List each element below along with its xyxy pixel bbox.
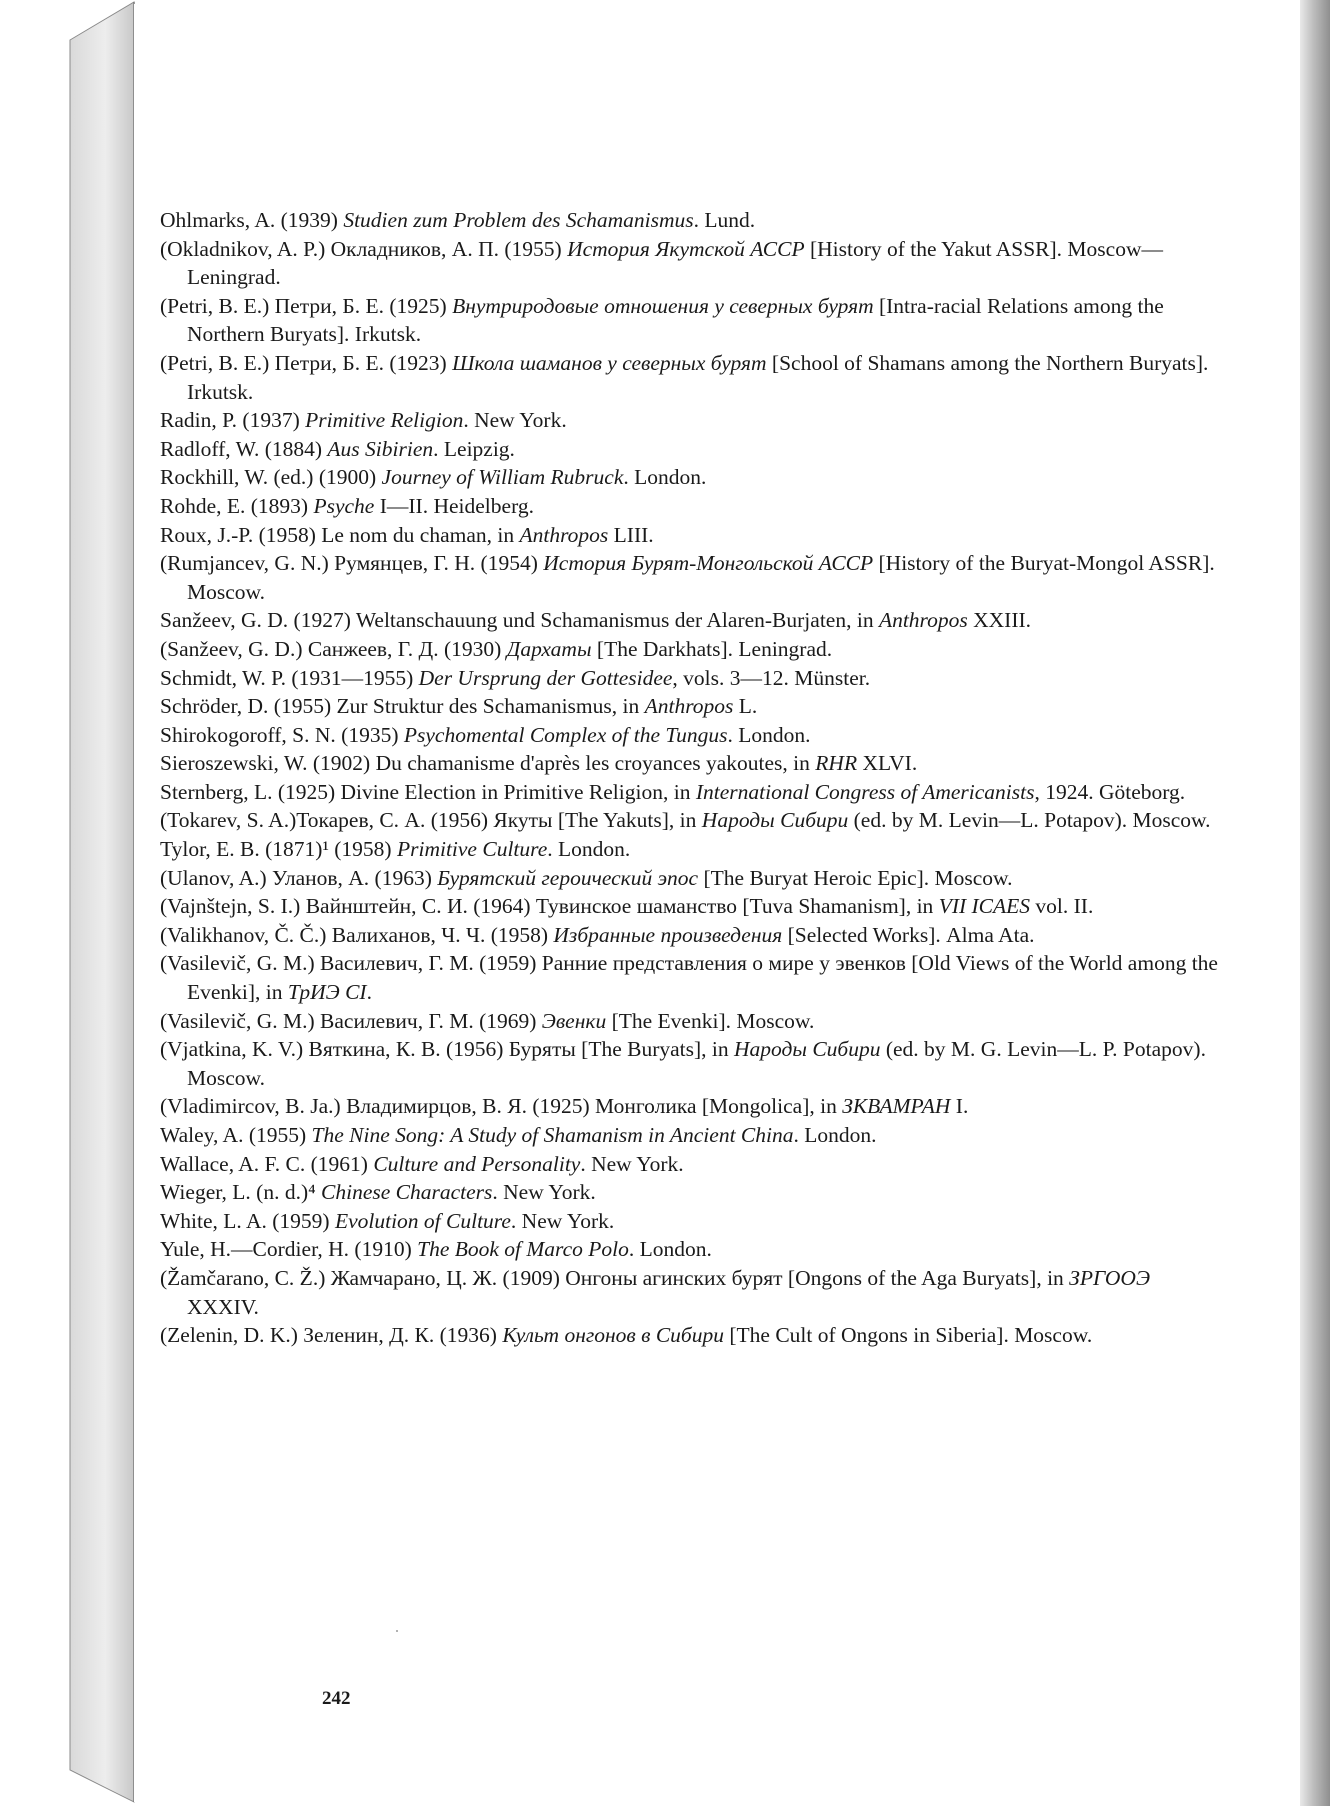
entry-text: Wallace, A. F. C. (1961) — [160, 1151, 374, 1176]
bibliography-entry — [160, 406, 1220, 435]
entry-title-italic: Primitive Culture — [396, 837, 548, 862]
entry-title-italic: Studien zum Problem des Schamanismus — [343, 208, 694, 232]
bibliography-entry — [160, 1264, 1220, 1321]
page-speck — [396, 1630, 398, 1632]
entry-text: . London. — [623, 465, 707, 490]
entry-text: XXXIV. — [187, 1294, 259, 1319]
bibliography-entry — [160, 292, 1220, 349]
entry-text: Rohde, E. (1893) — [160, 493, 314, 518]
entry-title-italic: Anthropos — [519, 522, 609, 547]
entry-text: , vols. 3—12. Münster. — [672, 665, 871, 690]
entry-text: I. — [950, 1094, 969, 1119]
entry-title-italic: ТрИЭ CI — [287, 980, 367, 1005]
entry-text: Sieroszewski, W. (1902) Du chamanisme d'après les croyances yakoutes, in — [160, 751, 816, 776]
entry-text: (ed. by M. G. Levin—L. P. Potapov). Moscow. — [187, 1037, 1206, 1090]
entry-text: [School of Shamans among the Northern Buryats]. Irkutsk. — [187, 350, 1209, 404]
entry-text: (Vasilevič, G. M.) Василевич, Г. М. (1959) Ранние представления о мире у эвенков [Old Views of the World among the Evenki], in — [160, 951, 1218, 1005]
entry-title-italic: ЗКВАМРАН — [842, 1094, 951, 1119]
entry-title-italic: Избранные произведения — [553, 922, 783, 947]
entry-title-italic: The Nine Song: A Study of Shamanism in Ancient China — [311, 1123, 794, 1147]
entry-title-italic: Дархаты — [506, 636, 592, 661]
bibliography-entry — [160, 606, 1220, 635]
bibliography-entry — [160, 835, 1220, 864]
bibliography-entry — [160, 235, 1220, 292]
entry-text: Roux, J.-P. (1958) Le nom du chaman, in — [160, 522, 520, 547]
bibliography-entry — [160, 206, 1220, 235]
entry-title-italic: Anthropos — [878, 608, 968, 633]
entry-text: vol. II. — [1030, 894, 1094, 919]
bibliography-entry — [160, 1207, 1220, 1236]
entry-text: (Petri, B. E.) Петри, Б. Е. (1923) — [160, 350, 453, 375]
entry-text: . London. — [727, 722, 811, 747]
entry-title-italic: Школа шаманов у северных бурят — [452, 350, 767, 375]
bibliography-entry — [160, 806, 1220, 835]
entry-text: [The Cult of Ongons in Siberia]. Moscow. — [723, 1323, 1093, 1348]
bibliography-entry — [160, 749, 1220, 778]
entry-text: . Leipzig. — [433, 436, 515, 461]
entry-text: (Vasilevič, G. M.) Василевич, Г. М. (1969) — [160, 1008, 542, 1033]
entry-text: (ed. by M. Levin—L. Potapov). Moscow. — [848, 808, 1211, 833]
entry-title-italic: Культ онгонов в Сибири — [502, 1323, 724, 1348]
entry-title-italic: Бурятский героический эпос — [437, 865, 699, 890]
entry-text: Radin, P. (1937) — [160, 408, 306, 433]
entry-text: . New York. — [580, 1151, 684, 1176]
entry-text: XLVI. — [857, 751, 918, 776]
entry-text: [The Evenki]. Moscow. — [606, 1008, 815, 1033]
bibliography-entry — [160, 692, 1220, 721]
bibliography-entry — [160, 778, 1220, 807]
entry-title-italic: Psyche — [313, 493, 375, 518]
entry-text: Sternberg, L. (1925) Divine Election in Primitive Religion, in — [160, 779, 696, 804]
entry-title-italic: The Book of Marco Polo — [417, 1237, 629, 1262]
bibliography-entry — [160, 1007, 1220, 1036]
bibliography-entry — [160, 1178, 1220, 1207]
bibliography-entry — [160, 549, 1220, 606]
entry-text: (Sanžeev, G. D.) Санжеев, Г. Д. (1930) — [160, 636, 507, 661]
bibliography-entry — [160, 492, 1220, 521]
entry-title-italic: Эвенки — [541, 1008, 607, 1033]
entry-title-italic: Anthropos — [644, 694, 734, 719]
bibliography-entry — [160, 349, 1220, 406]
bibliography-entry — [160, 892, 1220, 921]
entry-text: Shirokogoroff, S. N. (1935) — [160, 722, 404, 747]
bibliography-list — [160, 206, 1220, 1350]
entry-text: [Intra-racial Relations among the Northern Buryats]. Irkutsk. — [187, 293, 1164, 347]
entry-title-italic: История Бурят-Монгольской АССР — [543, 551, 874, 576]
book-page-edge — [0, 0, 140, 1806]
entry-title-italic: RHR — [815, 751, 858, 776]
entry-text: LIII. — [608, 522, 654, 547]
entry-text: . New York. — [463, 408, 567, 433]
bibliography-entry — [160, 1321, 1220, 1350]
entry-text: (Ulanov, A.) Уланов, А. (1963) — [160, 865, 438, 890]
entry-text: Radloff, W. (1884) — [160, 436, 328, 461]
entry-title-italic: Aus Sibirien — [327, 436, 434, 461]
bibliography-entry — [160, 721, 1220, 750]
bibliography-entry — [160, 949, 1220, 1006]
entry-text: XXIII. — [967, 608, 1032, 633]
entry-title-italic: Psychomental Complex of the Tungus — [403, 722, 728, 747]
entry-title-italic: Народы Сибири — [701, 808, 849, 833]
entry-title-italic: Внутриродовые отношения у северных бурят — [452, 293, 874, 318]
entry-text: . New York. — [492, 1180, 596, 1205]
entry-text: Wieger, L. (n. d.)⁴ — [160, 1180, 321, 1205]
entry-text: (Okladnikov, A. P.) Окладников, А. П. (1955) — [160, 236, 568, 261]
entry-text: (Žamčarano, C. Ž.) Жамчарано, Ц. Ж. (1909) Онгоны агинских бурят [Ongons of the Aga Buryats], in — [160, 1265, 1070, 1290]
entry-title-italic: VII ICAES — [938, 894, 1031, 919]
entry-text: . London. — [547, 837, 631, 862]
entry-text: . Lund. — [693, 208, 756, 232]
entry-text: (Tokarev, S. A.)Токарев, С. А. (1956) Якуты [The Yakuts], in — [160, 808, 702, 833]
entry-text: Waley, A. (1955) — [160, 1123, 312, 1147]
entry-text: I—II. Heidelberg. — [374, 493, 534, 518]
entry-text: (Vjatkina, K. V.) Вяткина, К. В. (1956) Буряты [The Buryats], in — [160, 1037, 735, 1062]
entry-title-italic: Culture and Personality — [373, 1151, 581, 1176]
entry-text: L. — [733, 694, 758, 719]
entry-text: Yule, H.—Cordier, H. (1910) — [160, 1237, 418, 1262]
bibliography-entry — [160, 1092, 1220, 1121]
entry-title-italic: Народы Сибири — [734, 1037, 881, 1062]
entry-text: [The Buryat Heroic Epic]. Moscow. — [698, 865, 1013, 890]
bibliography-entry — [160, 1121, 1220, 1150]
entry-text: Schröder, D. (1955) Zur Struktur des Schamanismus, in — [160, 694, 645, 719]
entry-text: , 1924. Göteborg. — [1034, 779, 1186, 804]
bibliography-entry — [160, 664, 1220, 693]
entry-text: . London. — [628, 1237, 712, 1262]
entry-title-italic: Evolution of Culture — [334, 1208, 511, 1233]
entry-text: [History of the Buryat-Mongol ASSR]. Moscow. — [187, 551, 1215, 604]
entry-text: Rockhill, W. (ed.) (1900) — [160, 465, 382, 490]
entry-title-italic: Primitive Religion — [305, 408, 464, 433]
entry-text: Ohlmarks, A. (1939) — [160, 208, 344, 232]
bibliography-entry — [160, 921, 1220, 950]
entry-text: Sanžeev, G. D. (1927) Weltanschauung und Schamanismus der Alaren-Burjaten, in — [160, 608, 879, 633]
entry-text: . — [366, 980, 372, 1005]
bibliography-entry — [160, 463, 1220, 492]
bibliography-entry — [160, 435, 1220, 464]
bibliography-entry — [160, 635, 1220, 664]
bibliography-entry — [160, 864, 1220, 893]
page-shadow — [1300, 0, 1330, 1806]
entry-title-italic: ЗРГООЭ — [1069, 1265, 1151, 1290]
page-number: 242 — [322, 1688, 351, 1709]
entry-text: Schmidt, W. P. (1931—1955) — [160, 665, 419, 690]
entry-text: (Rumjancev, G. N.) Румянцев, Г. Н. (1954) — [160, 551, 544, 576]
entry-text: [History of the Yakut ASSR]. Moscow—Leningrad. — [187, 236, 1163, 290]
entry-title-italic: Chinese Characters — [321, 1180, 493, 1205]
bibliography-entry — [160, 1035, 1220, 1092]
bibliography-entry — [160, 1150, 1220, 1179]
entry-text: (Petri, B. E.) Петри, Б. Е. (1925) — [160, 293, 453, 318]
entry-text: (Zelenin, D. K.) Зеленин, Д. К. (1936) — [160, 1323, 503, 1348]
entry-text: . London. — [793, 1123, 877, 1147]
entry-text: (Vladimircov, B. Ja.) Владимирцов, В. Я. (1925) Монголика [Mongolica], in — [160, 1094, 843, 1119]
entry-text: [The Darkhats]. Leningrad. — [591, 636, 833, 661]
entry-text: Tylor, E. B. (1871)¹ (1958) — [160, 837, 397, 862]
entry-text: (Valikhanov, Č. Č.) Валиханов, Ч. Ч. (1958) — [160, 922, 554, 947]
entry-title-italic: История Якутской АССР — [567, 236, 805, 261]
entry-text: (Vajnštejn, S. I.) Вайнштейн, С. И. (1964) Тувинское шаманство [Tuva Shamanism], in — [160, 894, 939, 919]
entry-text: . New York. — [510, 1208, 615, 1233]
entry-text: White, L. A. (1959) — [160, 1208, 335, 1233]
entry-text: [Selected Works]. Alma Ata. — [782, 922, 1035, 947]
entry-title-italic: International Congress of Americanists — [695, 779, 1035, 804]
entry-title-italic: Journey of William Rubruck — [381, 465, 624, 490]
entry-title-italic: Der Ursprung der Gottesidee — [418, 665, 673, 690]
bibliography-entry — [160, 1235, 1220, 1264]
bibliography-entry — [160, 521, 1220, 550]
